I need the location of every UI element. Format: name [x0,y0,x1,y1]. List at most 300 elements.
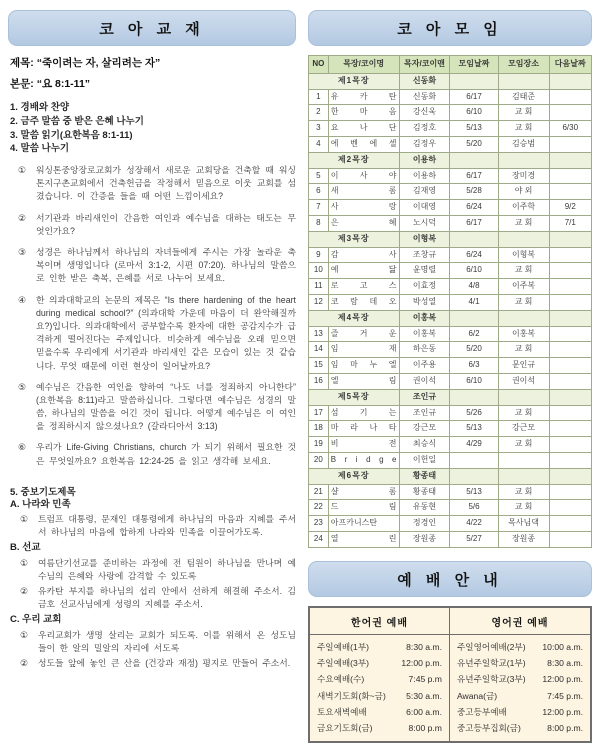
service-time: 12:00 p.m. [542,674,583,685]
service-name: 토요새벽예배 [316,707,367,718]
cell-leader: 김정호 [399,121,450,137]
koa-table-head [308,56,591,74]
service-name: 수요예배(수) [316,674,365,685]
cell-meeting-date: 4/8 [450,279,498,295]
question-text: 한 의과대학교의 논문의 제목은 “Is there hardening of the heart during medical school?” (의과대학 가운데 마음이 더 완악해질까요?)입니다. 의과대학에서 공부할수록 환자에 대한 공감지수가 급격하게 떨어진다는 주제입니다. 비슷하게 예수님을 오래 믿으면 믿을수록 우리에게 서기관과 바리새인 같은 모습이 있는 것 같습니다. 무엇 때문에 이런 현상이 일어날까요? [36,294,296,371]
group-place-cell [498,310,549,326]
agenda-line: 4. 말씀 나누기 [10,143,70,155]
cell-next-date [549,500,592,516]
cell-leader: 이헌일 [399,452,450,468]
cell-meeting-date: 4/1 [450,294,498,310]
koa-item-row [308,358,591,374]
service-row [457,704,583,720]
cell-group-name: 새 롬 [328,184,399,200]
group-leader-cell: 이홍복 [399,310,450,326]
question-text: 예수님은 간음한 여인을 향하여 “나도 너를 정죄하지 아니한다” (요한복음 8:11)라고 말씀하십니다. 그렇다면 예수님은 성경의 말씀, 하나님의 말씀을 어긴 것이 됩니다. 어떻게 예수님은 이 여인을 정죄하시지 않으셨나요? (갈라디아서 3:13) [36,381,296,432]
cell-meeting-place: 교 회 [498,263,549,279]
koa-item-row [308,421,591,437]
koa-item-row [308,516,591,532]
group-date-cell [450,468,498,484]
service-row [317,639,442,655]
koa-item-row [308,326,591,342]
cell-no: 20 [308,452,328,468]
service-row [457,655,583,671]
service-name: 주일예배(3부) [316,658,369,669]
cell-group-name: 요 나 단 [328,121,399,137]
question-text: 서기관과 바리새인이 간음한 여인과 예수님을 대하는 태도는 무엇인가요? [36,212,296,236]
cell-meeting-date: 5/20 [450,136,498,152]
cell-no: 10 [308,263,328,279]
header-leader: 목자/코이맨 [399,56,450,74]
group-place-cell [498,152,549,168]
cell-meeting-date: 6/3 [450,358,498,374]
study-agenda [10,101,296,156]
study-scripture: 본문: “요 8:1-11” [10,78,91,90]
header-next-date: 다음날짜 [549,56,592,74]
prayer-item [20,629,296,655]
cell-meeting-place: 교 회 [498,105,549,121]
cell-leader: 이용하 [399,168,450,184]
cell-meeting-place: 교 회 [498,437,549,453]
koa-group-row [308,231,591,247]
header-no: NO [308,56,328,74]
koa-header-row [308,56,591,74]
koa-item-row [308,373,591,389]
koa-table-body [308,73,591,547]
koa-item-row [308,405,591,421]
cell-meeting-place: 장원종 [498,531,549,547]
cell-leader: 황종태 [399,484,450,500]
cell-group-name: 아프카니스탄 [328,516,399,532]
prayer-item [20,585,296,611]
cell-meeting-date: 5/28 [450,184,498,200]
english-service-rows [450,635,590,737]
group-leader-cell: 이용하 [399,152,450,168]
koa-item-row [308,200,591,216]
cell-leader: 신동화 [399,89,450,105]
cell-next-date: 6/30 [549,121,592,137]
service-row [457,671,583,687]
cell-leader: 노시덕 [399,215,450,231]
group-date-cell [450,389,498,405]
cell-no: 3 [308,121,328,137]
group-date-cell [450,73,498,89]
cell-next-date [549,279,592,295]
koa-item-row [308,263,591,279]
cell-leader: 이효정 [399,279,450,295]
prayer-item-text: 유카탄 부지를 하나님의 섭리 안에서 선하게 해결해 주소서. 김금호 선교사님에게 성령의 지혜를 주소서. [38,586,296,610]
question-item [18,441,296,467]
cell-meeting-place: 교 회 [498,294,549,310]
header-meeting-date: 모임날짜 [450,56,498,74]
service-row [457,720,583,736]
group-name-cell: 제2목장 [308,152,399,168]
cell-next-date [549,452,592,468]
question-number: ② [18,212,26,223]
group-date-cell [450,310,498,326]
prayer-title: 5. 중보기도제목 [10,486,76,498]
cell-meeting-place: 야 외 [498,184,549,200]
cell-next-date [549,516,592,532]
koa-item-row [308,121,591,137]
cell-no: 4 [308,136,328,152]
koa-group-row [308,152,591,168]
cell-group-name: 은 혜 [328,215,399,231]
group-leader-cell: 이형복 [399,231,450,247]
cell-leader: 장원종 [399,531,450,547]
cell-leader: 이주용 [399,358,450,374]
cell-next-date [549,184,592,200]
cell-leader: 조창규 [399,247,450,263]
koa-group-row [308,73,591,89]
cell-no: 6 [308,184,328,200]
cell-group-name: 감 사 [328,247,399,263]
service-time: 8:30 a.m. [406,641,442,652]
cell-leader: 유동현 [399,500,450,516]
cell-group-name: 사 랑 [328,200,399,216]
english-service-header: 영어권 예배 [450,608,590,635]
cell-meeting-place: 교 회 [498,121,549,137]
group-leader-cell: 신동화 [399,73,450,89]
service-name: 금요기도회(금) [316,723,373,734]
service-time: 8:00 p.m. [547,723,583,734]
cell-next-date [549,484,592,500]
service-time: 5:30 a.m. [406,690,442,701]
cell-group-name: 즐 거 운 [328,326,399,342]
cell-meeting-date: 5/13 [450,421,498,437]
cell-group-name: B r i d g e [328,452,399,468]
koa-meeting-table [308,55,592,548]
question-item [18,212,296,238]
service-row [317,688,442,704]
cell-no: 18 [308,421,328,437]
koa-item-row [308,215,591,231]
prayer-item [20,513,296,539]
cell-meeting-place: 교 회 [498,484,549,500]
service-time: 7:45 p.m. [547,690,583,701]
cell-meeting-place: 교 회 [498,215,549,231]
service-row [457,639,583,655]
koa-item-row [308,500,591,516]
cell-meeting-date: 6/10 [450,263,498,279]
koa-item-row [308,247,591,263]
cell-meeting-date [450,452,498,468]
cell-meeting-place: 이주복 [498,279,549,295]
prayer-item-text: 성도들 앞에 놓인 큰 산을 (건강과 재정) 평지로 만들어 주소서. [38,658,291,669]
group-name-cell: 제1목장 [308,73,399,89]
cell-group-name: 임 마 누 엘 [328,358,399,374]
cell-leader: 강근모 [399,421,450,437]
question-item [18,164,296,204]
korean-service-header: 한어권 예배 [310,608,449,635]
worship-schedule-table [308,606,592,743]
question-text: 성경은 하나님께서 하나님의 자녀들에게 주시는 가장 놀라운 축복이며 생명입니다 (로마서 3:1-2, 시편 07:20). 하나님의 말씀으로 인한 받은 축복, 은혜를 서로 나누어 보세요. [36,247,296,284]
service-name: 유년주일학교(3부) [456,674,526,685]
cell-group-name: 섬 기 는 [328,405,399,421]
english-service-column [450,608,590,741]
prayer-item-text: 여름단기선교를 준비하는 과정에 전 팀원이 하나님을 만나며 예수님의 은혜와 사랑에 감격할 수 있도록 [38,557,296,581]
cell-meeting-place: 이형복 [498,247,549,263]
cell-meeting-date: 6/10 [450,373,498,389]
question-text: 워싱톤중앙장로교회가 성장해서 새로운 교회당을 건축할 때 워싱톤지구촌교회에서 건축헌금을 작정해서 믿음으로 이웃 교회를 섬겼습니다. 이 간증을 들을 때 어떤 느낌이세요? [36,165,296,202]
cell-leader: 박성열 [399,294,450,310]
koa-group-row [308,310,591,326]
question-number: ④ [18,294,26,305]
cell-meeting-place: 이홍복 [498,326,549,342]
service-name: Awana(금) [456,690,498,701]
cell-meeting-place: 문인규 [498,358,549,374]
service-row [317,720,442,736]
cell-no: 24 [308,531,328,547]
service-name: 중고등부예배 [456,707,507,718]
question-item [18,294,296,373]
service-row [317,704,442,720]
group-name-cell: 제4목장 [308,310,399,326]
cell-next-date [549,263,592,279]
prayer-heading: A. 나라와 민족 [10,498,71,510]
group-place-cell [498,468,549,484]
cell-meeting-date: 5/13 [450,121,498,137]
cell-leader: 정경인 [399,516,450,532]
cell-next-date [549,326,592,342]
group-name-cell: 제6목장 [308,468,399,484]
cell-group-name: 열 린 [328,531,399,547]
cell-group-name: 드 림 [328,500,399,516]
agenda-line: 2. 금주 말씀 중 받은 은혜 나누기 [10,115,144,127]
cell-meeting-place [498,452,549,468]
question-text: 우리가 Life-Giving Christians, church 가 되기 위해서 필요한 것은 무엇일까요? 요한복음 12:24-25 을 읽고 생각해 보세요. [36,442,296,466]
question-item [18,246,296,286]
cell-next-date [549,437,592,453]
koa-meeting-section [308,10,592,743]
prayer-heading: B. 선교 [10,542,41,554]
koa-item-row [308,105,591,121]
cell-next-date: 7/1 [549,215,592,231]
cell-next-date [549,358,592,374]
koa-study-section [8,10,296,743]
cell-next-date [549,89,592,105]
study-questions [18,164,296,468]
group-name-cell: 제5목장 [308,389,399,405]
study-title: 제목: “죽이려는 자, 살리려는 자” [10,57,161,69]
koa-study-banner: 코 아 교 재 [8,10,296,46]
koa-item-row [308,437,591,453]
cell-leader: 조인규 [399,405,450,421]
service-name: 새벽기도회(화~금) [316,690,386,701]
service-time: 10:00 a.m. [542,641,583,652]
koa-item-row [308,484,591,500]
koa-item-row [308,184,591,200]
question-number: ③ [18,247,26,257]
cell-meeting-date: 5/27 [450,531,498,547]
cell-next-date [549,294,592,310]
cell-meeting-date: 5/20 [450,342,498,358]
cell-meeting-place: 교 회 [498,342,549,358]
cell-leader: 김재영 [399,184,450,200]
group-leader-cell: 조인규 [399,389,450,405]
cell-next-date [549,247,592,263]
service-name: 주일예배(1부) [316,641,369,652]
cell-next-date [549,136,592,152]
korean-service-rows [310,635,449,737]
cell-meeting-place: 김태준 [498,89,549,105]
service-time: 6:00 a.m. [406,707,442,718]
service-time: 7:45 p.m [408,674,442,685]
cell-leader: 이대영 [399,200,450,216]
cell-group-name: 샬 롬 [328,484,399,500]
question-number: ① [18,165,26,176]
cell-group-name: 유 카 탄 [328,89,399,105]
koa-item-row [308,452,591,468]
cell-group-name: 비 전 [328,437,399,453]
prayer-item [20,557,296,583]
service-time: 8:00 p.m [408,723,442,734]
cell-group-name: 코 람 데 오 [328,294,399,310]
group-place-cell [498,231,549,247]
cell-next-date [549,105,592,121]
service-row [317,671,442,687]
koa-group-row [308,389,591,405]
service-time: 12:00 p.m. [401,658,442,669]
prayer-item-number: ② [20,658,28,669]
service-row [457,688,583,704]
cell-no: 5 [308,168,328,184]
prayer-item-text: 트럼프 대통령, 문재인 대통령에게 하나님의 마음과 지혜를 주셔서 하나님의 마음에 합하게 나라와 민족을 이끌어가도록. [38,514,296,538]
cell-next-date [549,373,592,389]
agenda-line: 3. 말씀 읽기(요한복음 8:1-11) [10,129,133,141]
prayer-item-number: ① [20,514,28,525]
cell-no: 13 [308,326,328,342]
question-number: ⑤ [18,381,26,392]
cell-no: 19 [308,437,328,453]
service-name: 중고등부집회(금) [456,723,521,734]
cell-leader: 하은동 [399,342,450,358]
group-next-cell [549,231,592,247]
cell-leader: 이홍복 [399,326,450,342]
cell-no: 23 [308,516,328,532]
header-group-name: 목장/코이명 [328,56,399,74]
cell-meeting-date: 4/22 [450,516,498,532]
header-meeting-place: 모임장소 [498,56,549,74]
cell-meeting-place: 강근모 [498,421,549,437]
cell-no: 14 [308,342,328,358]
cell-next-date: 9/2 [549,200,592,216]
cell-next-date [549,405,592,421]
cell-meeting-date: 6/2 [450,326,498,342]
cell-group-name: 에 벤 에 셀 [328,136,399,152]
group-date-cell [450,231,498,247]
prayer-lines [10,498,296,670]
prayer-heading: C. 우리 교회 [10,614,62,626]
cell-meeting-place: 이주학 [498,200,549,216]
koa-group-row [308,468,591,484]
koa-meeting-banner: 코 아 모 임 [308,10,592,46]
koa-item-row [308,168,591,184]
cell-group-name: 예 닮 [328,263,399,279]
cell-meeting-place: 목사님댁 [498,516,549,532]
cell-group-name: 이 사 야 [328,168,399,184]
cell-no: 2 [308,105,328,121]
cell-meeting-place: 교 회 [498,405,549,421]
service-row [317,655,442,671]
cell-leader: 김정우 [399,136,450,152]
cell-meeting-date: 4/29 [450,437,498,453]
korean-service-column [310,608,450,741]
cell-no: 15 [308,358,328,374]
cell-no: 7 [308,200,328,216]
prayer-item [20,657,296,670]
cell-no: 22 [308,500,328,516]
cell-meeting-date: 6/24 [450,247,498,263]
cell-next-date [549,342,592,358]
cell-group-name: 마 라 나 타 [328,421,399,437]
service-time: 12:00 p.m. [542,707,583,718]
cell-leader: 권이석 [399,373,450,389]
cell-no: 17 [308,405,328,421]
cell-no: 21 [308,484,328,500]
cell-meeting-date: 5/13 [450,484,498,500]
cell-next-date [549,421,592,437]
worship-guide-banner: 예 배 안 내 [308,561,592,597]
group-next-cell [549,152,592,168]
prayer-item-number: ① [20,629,28,640]
group-next-cell [549,468,592,484]
cell-meeting-date: 6/10 [450,105,498,121]
service-name: 주일영어예배(2부) [456,641,526,652]
group-next-cell [549,73,592,89]
cell-meeting-date: 6/17 [450,215,498,231]
cell-meeting-place: 권이석 [498,373,549,389]
cell-leader: 윤명렬 [399,263,450,279]
koa-item-row [308,136,591,152]
cell-meeting-place: 장미경 [498,168,549,184]
cell-group-name: 엘 림 [328,373,399,389]
question-number: ⑥ [18,442,26,453]
cell-group-name: 임 재 [328,342,399,358]
cell-meeting-place: 김승범 [498,136,549,152]
cell-no: 8 [308,215,328,231]
koa-item-row [308,531,591,547]
cell-no: 16 [308,373,328,389]
cell-leader: 강신욱 [399,105,450,121]
koa-item-row [308,279,591,295]
prayer-item-number: ② [20,586,28,597]
question-item [18,381,296,434]
service-time: 8:30 a.m. [547,658,583,669]
cell-no: 12 [308,294,328,310]
cell-group-name: 로 고 스 [328,279,399,295]
cell-no: 1 [308,89,328,105]
cell-meeting-date: 6/17 [450,168,498,184]
group-place-cell [498,389,549,405]
agenda-line: 1. 경배와 찬양 [10,102,70,113]
cell-no: 11 [308,279,328,295]
cell-meeting-date: 6/17 [450,89,498,105]
group-next-cell [549,310,592,326]
group-leader-cell: 황종태 [399,468,450,484]
service-name: 유년주일학교(1부) [456,658,526,669]
cell-meeting-date: 5/26 [450,405,498,421]
cell-next-date [549,168,592,184]
prayer-section [10,484,296,670]
cell-next-date [549,531,592,547]
cell-meeting-date: 5/6 [450,500,498,516]
prayer-item-number: ① [20,557,28,568]
cell-leader: 최승식 [399,437,450,453]
cell-group-name: 한 마 음 [328,105,399,121]
group-place-cell [498,73,549,89]
cell-meeting-place: 교 회 [498,500,549,516]
